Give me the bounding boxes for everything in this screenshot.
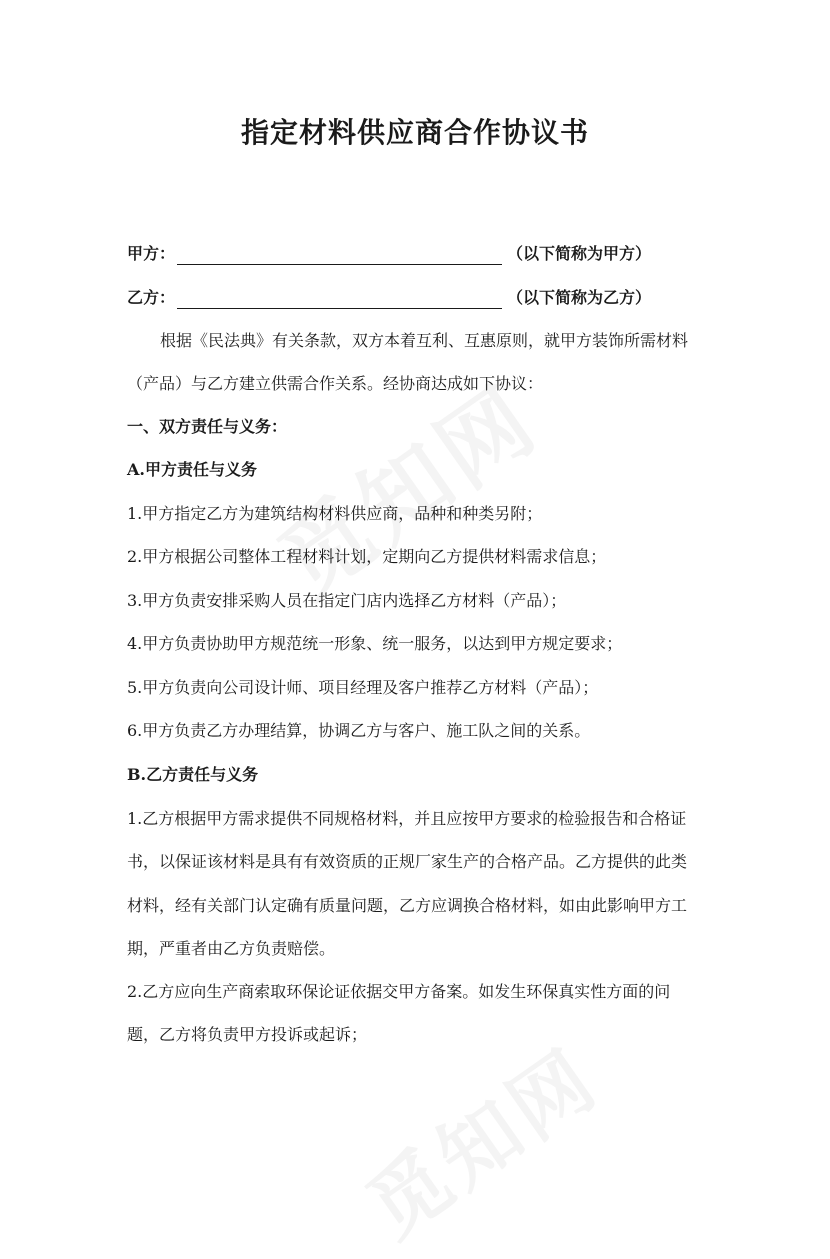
- part-b-item-line: 书，以保证该材料是具有有效资质的正规厂家生产的合格产品。乙方提供的此类: [127, 852, 688, 871]
- part-a-item: 1.甲方指定乙方为建筑结构材料供应商，品种和种类另附；: [127, 504, 543, 523]
- party-a-label: 甲方：: [127, 244, 176, 263]
- part-b-heading: B.乙方责任与义务: [127, 765, 259, 784]
- document-title: 指定材料供应商合作协议书: [240, 116, 589, 149]
- part-b-item-line: 2.乙方应向生产商索取环保论证依据交甲方备案。如发生环保真实性方面的问: [127, 982, 671, 1001]
- party-a-row: [127, 239, 687, 269]
- party-b-label: 乙方：: [127, 288, 176, 307]
- intro-line: 根据《民法典》有关条款，双方本着互利、互惠原则，就甲方装饰所需材料: [160, 331, 689, 350]
- watermark: [340, 1016, 617, 1258]
- section-heading: 一、双方责任与义务：: [127, 417, 288, 436]
- part-a-item: 6.甲方负责乙方办理结算，协调乙方与客户、施工队之间的关系。: [127, 721, 591, 740]
- part-a-heading: A.甲方责任与义务: [127, 460, 257, 479]
- part-a-item: 5.甲方负责向公司设计师、项目经理及客户推荐乙方材料（产品）；: [127, 678, 599, 697]
- party-b-blank-line: [177, 283, 502, 309]
- intro-line: （产品）与乙方建立供需合作关系。经协商达成如下协议：: [127, 374, 544, 393]
- part-a-item: 4.甲方负责协助甲方规范统一形象、统一服务，以达到甲方规定要求；: [127, 634, 623, 653]
- party-b-suffix: （以下简称为乙方）: [507, 288, 652, 307]
- part-a-item: 3.甲方负责安排采购人员在指定门店内选择乙方材料（产品）；: [127, 591, 567, 610]
- party-a-blank-line: [177, 239, 502, 265]
- part-b-item-line: 材料，经有关部门认定确有质量问题，乙方应调换合格材料，如由此影响甲方工: [127, 896, 688, 915]
- party-b-row: [127, 283, 687, 313]
- part-b-item-line: 题，乙方将负责甲方投诉或起诉；: [127, 1025, 368, 1044]
- part-b-item-line: 1.乙方根据甲方需求提供不同规格材料，并且应按甲方要求的检验报告和合格证: [127, 809, 687, 828]
- part-a-item: 2.甲方根据公司整体工程材料计划，定期向乙方提供材料需求信息；: [127, 547, 607, 566]
- part-b-item-line: 期，严重者由乙方负责赔偿。: [127, 939, 336, 958]
- party-a-suffix: （以下简称为甲方）: [507, 244, 652, 263]
